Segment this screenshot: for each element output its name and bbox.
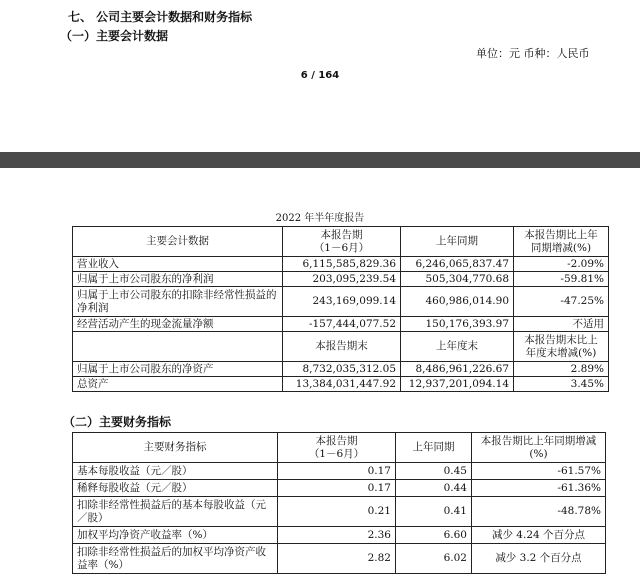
change-value: 3.45% bbox=[514, 377, 609, 392]
header-cell: 主要会计数据 bbox=[73, 227, 283, 257]
financial-indicators-table bbox=[72, 432, 606, 574]
page-gap bbox=[0, 152, 640, 168]
table-row bbox=[73, 362, 609, 377]
table-row bbox=[73, 317, 609, 332]
current-value: 0.17 bbox=[278, 463, 396, 480]
accounting-data-table bbox=[72, 226, 609, 392]
table-row bbox=[73, 272, 609, 287]
current-value: 0.21 bbox=[278, 497, 396, 527]
header-cell: 主要财务指标 bbox=[73, 433, 278, 463]
table-row bbox=[73, 480, 606, 497]
prior-value: 0.41 bbox=[396, 497, 472, 527]
row-label: 营业收入 bbox=[73, 257, 283, 272]
table-row bbox=[73, 463, 606, 480]
section-title: 七、 公司主要会计数据和财务指标 bbox=[68, 10, 253, 24]
change-value: 减少 4.24 个百分点 bbox=[472, 527, 606, 544]
table-header-row bbox=[73, 433, 606, 463]
current-value: 243,169,099.14 bbox=[283, 287, 401, 317]
unit-currency-line: 单位：元 币种：人民币 bbox=[476, 47, 590, 60]
row-label: 总资产 bbox=[73, 377, 283, 392]
prior-value: 6,246,065,837.47 bbox=[401, 257, 514, 272]
table-row bbox=[73, 497, 606, 527]
current-value: -157,444,077.52 bbox=[283, 317, 401, 332]
prior-value: 460,986,014.90 bbox=[401, 287, 514, 317]
header-cell: 本报告期比上年同期增减 (%) bbox=[472, 433, 606, 463]
row-label: 加权平均净资产收益率（%） bbox=[73, 527, 278, 544]
header-cell: 本报告期 （1－6月） bbox=[283, 227, 401, 257]
change-value: -59.81% bbox=[514, 272, 609, 287]
current-value: 6,115,585,829.36 bbox=[283, 257, 401, 272]
current-value: 0.17 bbox=[278, 480, 396, 497]
table-row bbox=[73, 377, 609, 392]
page-number: 6 / 164 bbox=[300, 70, 340, 81]
prior-value: 8,486,961,226.67 bbox=[401, 362, 514, 377]
row-label: 基本每股收益（元／股） bbox=[73, 463, 278, 480]
row-label: 扣除非经常性损益后的加权平均净资产收益率（%） bbox=[73, 544, 278, 574]
change-value: 减少 3.2 个百分点 bbox=[472, 544, 606, 574]
header-cell: 本报告期比上年 同期增减(%) bbox=[514, 227, 609, 257]
header-cell bbox=[73, 332, 283, 362]
header-cell: 上年度末 bbox=[401, 332, 514, 362]
row-label: 归属于上市公司股东的净资产 bbox=[73, 362, 283, 377]
prior-value: 0.45 bbox=[396, 463, 472, 480]
change-value: 2.89% bbox=[514, 362, 609, 377]
table-header-row bbox=[73, 227, 609, 257]
header-cell: 本报告期 （1－6月） bbox=[278, 433, 396, 463]
row-label: 归属于上市公司股东的净利润 bbox=[73, 272, 283, 287]
current-value: 2.36 bbox=[278, 527, 396, 544]
change-value: -61.57% bbox=[472, 463, 606, 480]
change-value: 不适用 bbox=[514, 317, 609, 332]
current-value: 203,095,239.54 bbox=[283, 272, 401, 287]
prior-value: 0.44 bbox=[396, 480, 472, 497]
prior-value: 6.02 bbox=[396, 544, 472, 574]
row-label: 扣除非经常性损益后的基本每股收益（元／股） bbox=[73, 497, 278, 527]
change-value: -2.09% bbox=[514, 257, 609, 272]
prior-value: 6.60 bbox=[396, 527, 472, 544]
running-header: 2022 年半年度报告 bbox=[275, 213, 365, 224]
table-row bbox=[73, 257, 609, 272]
change-value: -47.25% bbox=[514, 287, 609, 317]
prior-value: 505,304,770.68 bbox=[401, 272, 514, 287]
table-row bbox=[73, 544, 606, 574]
header-cell: 本报告期末 bbox=[283, 332, 401, 362]
current-value: 8,732,035,312.05 bbox=[283, 362, 401, 377]
prior-value: 12,937,201,094.14 bbox=[401, 377, 514, 392]
change-value: -61.36% bbox=[472, 480, 606, 497]
header-cell: 上年同期 bbox=[396, 433, 472, 463]
table-row bbox=[73, 287, 609, 317]
prior-value: 150,176,393.97 bbox=[401, 317, 514, 332]
subsection-title-indicators: （二）主要财务指标 bbox=[63, 415, 172, 429]
table-header-row bbox=[73, 332, 609, 362]
row-label: 稀释每股收益（元／股） bbox=[73, 480, 278, 497]
change-value: -48.78% bbox=[472, 497, 606, 527]
row-label: 归属于上市公司股东的扣除非经常性损益的净利润 bbox=[73, 287, 283, 317]
current-value: 2.82 bbox=[278, 544, 396, 574]
subsection-title-accounting: （一）主要会计数据 bbox=[60, 29, 169, 43]
header-cell: 上年同期 bbox=[401, 227, 514, 257]
row-label: 经营活动产生的现金流量净额 bbox=[73, 317, 283, 332]
current-value: 13,384,031,447.92 bbox=[283, 377, 401, 392]
table-row bbox=[73, 527, 606, 544]
header-cell: 本报告期末比上 年度末增减(%) bbox=[514, 332, 609, 362]
